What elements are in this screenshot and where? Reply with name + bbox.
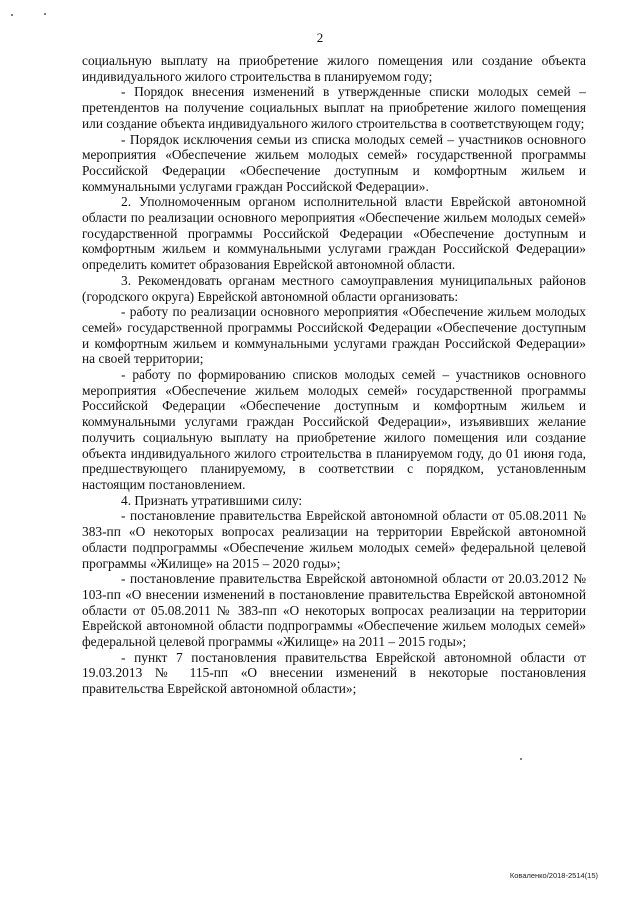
scan-speck [520, 758, 522, 760]
paragraph: 2. Уполномоченным органом исполнительной власти Еврейской автономной области по реализации основного мероприятия «Обеспечение жильем молодых семей» государственной программы Российской Федерации «Обеспечение доступным и комфортным жильем и коммунальными услугами граждан Российской Федерации» определить комитет образования Еврейской автономной области. [82, 194, 586, 273]
paragraph: - работу по реализации основного мероприятия «Обеспечение жильем молодых семей» государственной программы Российской Федерации «Обеспечение доступным и комфортным жильем и коммунальными услугами граждан Российской Федерации» на своей территории; [82, 304, 586, 367]
paragraph: - Порядок внесения изменений в утвержденные списки молодых семей – претендентов на получение социальных выплат на приобретение жилого помещения или создание объекта индивидуального жилого строительства в соответствующем году; [82, 84, 586, 131]
paragraph: - работу по формированию списков молодых семей – участников основного мероприятия «Обеспечение жильем молодых семей» государственной программы Российской Федерации «Обеспечение доступным и комфортным жильем и коммунальными услугами граждан Российской Федерации», изъявивших желание получить социальную выплату на приобретение жилого помещения или создание объекта индивидуального жилого строительства в планируемом году, до 01 июня года, предшествующего планируемому, в соответствии с порядком, установленным настоящим постановлением. [82, 367, 586, 492]
paragraph: - постановление правительства Еврейской автономной области от 20.03.2012 № 103-пп «О внесении изменений в постановление правительства Еврейской автономной области от 05.08.2011 № 383-пп «О некоторых вопросах реализации на территории Еврейской автономной области подпрограммы «Обеспечение жильем молодых семей» федеральной целевой программы «Жилище» на 2011 – 2015 годы»; [82, 571, 586, 650]
paragraph: - пункт 7 постановления правительства Еврейской автономной области от 19.03.2013 № 115-пп «О внесении изменений в некоторые постановления правительства Еврейской автономной области»; [82, 649, 586, 697]
document-reference-code: Коваленко/2018-2514(15) [509, 871, 598, 880]
page-number: 2 [316, 30, 324, 45]
paragraph: - Порядок исключения семьи из списка молодых семей – участников основного мероприятия «Обеспечение жильем молодых семей» государственной программы Российской Федерации «Обеспечение доступным и комфортным жильем и коммунальными услугами граждан Российской Федерации». [82, 131, 586, 194]
paragraph: социальную выплату на приобретение жилого помещения или создание объекта индивидуального жилого строительства в планируемом году; [82, 53, 586, 84]
scan-speck [11, 14, 13, 16]
scan-speck [44, 13, 46, 15]
paragraph: 4. Признать утратившими силу: [121, 492, 303, 508]
paragraph: - постановление правительства Еврейской автономной области от 05.08.2011 № 383-пп «О некоторых вопросах реализации на территории Еврейской автономной области подпрограммы «Обеспечение жильем молодых семей» федеральной целевой программы «Жилище» на 2015 – 2020 годы»; [82, 508, 586, 571]
paragraph: 3. Рекомендовать органам местного самоуправления муниципальных районов (городского округа) Еврейской автономной области организовать: [82, 272, 586, 304]
document-body [82, 53, 586, 697]
